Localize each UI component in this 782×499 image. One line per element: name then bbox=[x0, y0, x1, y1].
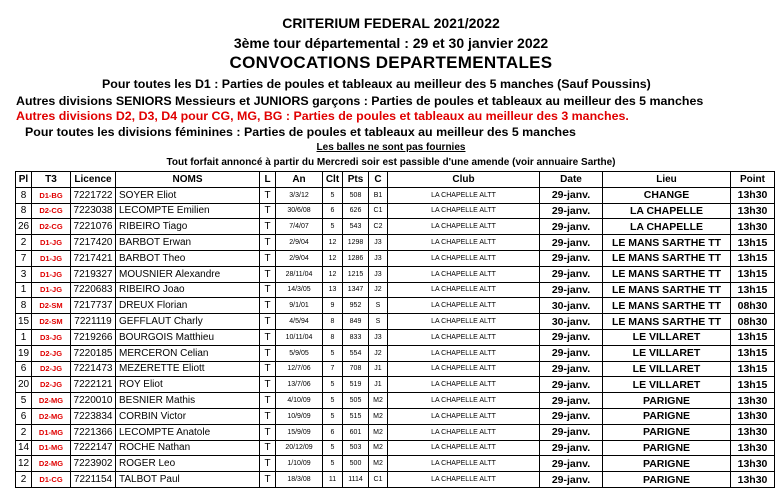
cell-point: 13h15 bbox=[731, 361, 775, 377]
cell-date: 29-janv. bbox=[540, 329, 603, 345]
cell-club: LA CHAPELLE ALTT bbox=[388, 472, 540, 488]
cell-pts: 1347 bbox=[343, 282, 369, 298]
cell-date: 29-janv. bbox=[540, 235, 603, 251]
cell-c: S bbox=[369, 298, 388, 314]
cell-date: 30-janv. bbox=[540, 314, 603, 330]
cell-club: LA CHAPELLE ALTT bbox=[388, 235, 540, 251]
cell-pts: 626 bbox=[343, 203, 369, 219]
cell-l: T bbox=[260, 377, 276, 393]
cell-c: M2 bbox=[369, 440, 388, 456]
cell-pts: 708 bbox=[343, 361, 369, 377]
cell-pts: 503 bbox=[343, 440, 369, 456]
cell-l: T bbox=[260, 219, 276, 235]
cell-pl: 6 bbox=[16, 408, 32, 424]
cell-clt: 7 bbox=[323, 361, 343, 377]
page-title: CRITERIUM FEDERAL 2021/2022 bbox=[282, 15, 500, 31]
cell-t3: D1-CG bbox=[32, 472, 71, 488]
cell-an: 7/4/07 bbox=[276, 219, 323, 235]
cell-t3: D1-JG bbox=[32, 250, 71, 266]
cell-pts: 508 bbox=[343, 187, 369, 203]
cell-point: 13h30 bbox=[731, 440, 775, 456]
table-row bbox=[16, 440, 775, 456]
cell-licence: 7217421 bbox=[71, 250, 116, 266]
rule-line-d2-d3-d4: Autres divisions D2, D3, D4 pour CG, MG, BG : Parties de poules et tableaux au meilleur des 3 manches. bbox=[16, 109, 629, 123]
cell-point: 13h30 bbox=[731, 187, 775, 203]
col-header-clt: Clt bbox=[323, 172, 343, 188]
cell-pts: 500 bbox=[343, 456, 369, 472]
cell-pl: 6 bbox=[16, 361, 32, 377]
cell-c: J3 bbox=[369, 235, 388, 251]
cell-c: S bbox=[369, 314, 388, 330]
cell-licence: 7217420 bbox=[71, 235, 116, 251]
cell-c: J2 bbox=[369, 282, 388, 298]
col-header-t3: T3 bbox=[32, 172, 71, 188]
cell-c: J3 bbox=[369, 329, 388, 345]
rule-line-feminines: Pour toutes les divisions féminines : Parties de poules et tableaux au meilleur des 5 manches bbox=[25, 125, 576, 139]
table-row bbox=[16, 219, 775, 235]
cell-l: T bbox=[260, 250, 276, 266]
cell-lieu: LA CHAPELLE bbox=[603, 203, 731, 219]
cell-lieu: PARIGNE bbox=[603, 440, 731, 456]
cell-pts: 833 bbox=[343, 329, 369, 345]
table-row bbox=[16, 472, 775, 488]
table-row bbox=[16, 408, 775, 424]
cell-point: 13h30 bbox=[731, 203, 775, 219]
forfeit-note: Tout forfait annoncé à partir du Mercredi soir est passible d'une amende (voir annuaire Sarthe) bbox=[166, 157, 616, 168]
cell-clt: 12 bbox=[323, 250, 343, 266]
cell-licence: 7221076 bbox=[71, 219, 116, 235]
cell-date: 29-janv. bbox=[540, 203, 603, 219]
cell-l: T bbox=[260, 424, 276, 440]
table-row bbox=[16, 203, 775, 219]
cell-club: LA CHAPELLE ALTT bbox=[388, 393, 540, 409]
cell-t3: D2-JG bbox=[32, 345, 71, 361]
cell-nom: ROY Eliot bbox=[116, 377, 260, 393]
cell-club: LA CHAPELLE ALTT bbox=[388, 266, 540, 282]
cell-c: M2 bbox=[369, 393, 388, 409]
cell-club: LA CHAPELLE ALTT bbox=[388, 298, 540, 314]
col-header-pts: Pts bbox=[343, 172, 369, 188]
cell-clt: 6 bbox=[323, 424, 343, 440]
cell-l: T bbox=[260, 235, 276, 251]
cell-licence: 7221473 bbox=[71, 361, 116, 377]
cell-an: 4/10/09 bbox=[276, 393, 323, 409]
cell-licence: 7220683 bbox=[71, 282, 116, 298]
cell-pts: 849 bbox=[343, 314, 369, 330]
cell-pts: 554 bbox=[343, 345, 369, 361]
cell-pts: 515 bbox=[343, 408, 369, 424]
table-row bbox=[16, 187, 775, 203]
cell-pts: 1215 bbox=[343, 266, 369, 282]
cell-an: 30/6/08 bbox=[276, 203, 323, 219]
cell-an: 1/10/09 bbox=[276, 456, 323, 472]
cell-date: 29-janv. bbox=[540, 472, 603, 488]
cell-lieu: LE MANS SARTHE TT bbox=[603, 314, 731, 330]
cell-lieu: LE VILLARET bbox=[603, 345, 731, 361]
cell-c: C1 bbox=[369, 472, 388, 488]
cell-an: 20/12/09 bbox=[276, 440, 323, 456]
cell-lieu: PARIGNE bbox=[603, 424, 731, 440]
cell-licence: 7219327 bbox=[71, 266, 116, 282]
cell-pl: 3 bbox=[16, 266, 32, 282]
cell-pl: 8 bbox=[16, 187, 32, 203]
cell-licence: 7220185 bbox=[71, 345, 116, 361]
cell-licence: 7221722 bbox=[71, 187, 116, 203]
cell-point: 13h15 bbox=[731, 235, 775, 251]
cell-pl: 1 bbox=[16, 282, 32, 298]
cell-an: 10/9/09 bbox=[276, 408, 323, 424]
cell-nom: SOYER Eliot bbox=[116, 187, 260, 203]
cell-licence: 7221366 bbox=[71, 424, 116, 440]
cell-lieu: PARIGNE bbox=[603, 456, 731, 472]
table-row bbox=[16, 377, 775, 393]
cell-pl: 7 bbox=[16, 250, 32, 266]
cell-pl: 5 bbox=[16, 393, 32, 409]
cell-t3: D1-MG bbox=[32, 424, 71, 440]
cell-l: T bbox=[260, 203, 276, 219]
cell-clt: 9 bbox=[323, 298, 343, 314]
cell-lieu: CHANGE bbox=[603, 187, 731, 203]
cell-nom: ROGER Leo bbox=[116, 456, 260, 472]
cell-pl: 8 bbox=[16, 203, 32, 219]
col-header-l: L bbox=[260, 172, 276, 188]
cell-an: 18/3/08 bbox=[276, 472, 323, 488]
col-header-noms: NOMS bbox=[116, 172, 260, 188]
table-row bbox=[16, 250, 775, 266]
rule-line-d1: Pour toutes les D1 : Parties de poules et tableaux au meilleur des 5 manches (Sauf Poussins) bbox=[102, 77, 651, 91]
cell-clt: 5 bbox=[323, 393, 343, 409]
table-row bbox=[16, 314, 775, 330]
cell-club: LA CHAPELLE ALTT bbox=[388, 250, 540, 266]
cell-licence: 7222121 bbox=[71, 377, 116, 393]
cell-licence: 7223038 bbox=[71, 203, 116, 219]
cell-date: 29-janv. bbox=[540, 440, 603, 456]
cell-point: 13h30 bbox=[731, 219, 775, 235]
cell-clt: 5 bbox=[323, 440, 343, 456]
cell-licence: 7219266 bbox=[71, 329, 116, 345]
cell-pl: 12 bbox=[16, 456, 32, 472]
cell-t3: D2-MG bbox=[32, 456, 71, 472]
cell-l: T bbox=[260, 440, 276, 456]
cell-nom: MERCERON Celian bbox=[116, 345, 260, 361]
cell-nom: RIBEIRO Joao bbox=[116, 282, 260, 298]
cell-t3: D2-MG bbox=[32, 408, 71, 424]
cell-date: 29-janv. bbox=[540, 266, 603, 282]
cell-l: T bbox=[260, 314, 276, 330]
cell-t3: D3-JG bbox=[32, 329, 71, 345]
cell-licence: 7223902 bbox=[71, 456, 116, 472]
cell-l: T bbox=[260, 266, 276, 282]
cell-pts: 1114 bbox=[343, 472, 369, 488]
cell-clt: 11 bbox=[323, 472, 343, 488]
table-row bbox=[16, 361, 775, 377]
cell-point: 13h15 bbox=[731, 250, 775, 266]
table-row bbox=[16, 393, 775, 409]
col-header-lieu: Lieu bbox=[603, 172, 731, 188]
cell-club: LA CHAPELLE ALTT bbox=[388, 345, 540, 361]
cell-c: J3 bbox=[369, 266, 388, 282]
cell-lieu: LE VILLARET bbox=[603, 361, 731, 377]
cell-l: T bbox=[260, 456, 276, 472]
round-subtitle: 3ème tour départemental : 29 et 30 janvier 2022 bbox=[233, 35, 549, 51]
cell-t3: D1-JG bbox=[32, 266, 71, 282]
cell-an: 9/1/01 bbox=[276, 298, 323, 314]
col-header-licence: Licence bbox=[71, 172, 116, 188]
cell-t3: D2-SM bbox=[32, 314, 71, 330]
cell-nom: ROCHE Nathan bbox=[116, 440, 260, 456]
cell-nom: BARBOT Theo bbox=[116, 250, 260, 266]
cell-club: LA CHAPELLE ALTT bbox=[388, 203, 540, 219]
cell-pts: 601 bbox=[343, 424, 369, 440]
cell-lieu: LE VILLARET bbox=[603, 329, 731, 345]
cell-lieu: PARIGNE bbox=[603, 393, 731, 409]
cell-an: 3/3/12 bbox=[276, 187, 323, 203]
convocations-table bbox=[15, 171, 775, 488]
cell-nom: MEZERETTE Eliott bbox=[116, 361, 260, 377]
table-row bbox=[16, 298, 775, 314]
cell-pts: 1286 bbox=[343, 250, 369, 266]
cell-c: C2 bbox=[369, 219, 388, 235]
cell-an: 4/5/94 bbox=[276, 314, 323, 330]
table-row bbox=[16, 456, 775, 472]
cell-club: LA CHAPELLE ALTT bbox=[388, 314, 540, 330]
cell-c: B1 bbox=[369, 187, 388, 203]
cell-club: LA CHAPELLE ALTT bbox=[388, 329, 540, 345]
cell-pts: 952 bbox=[343, 298, 369, 314]
cell-c: J1 bbox=[369, 361, 388, 377]
cell-clt: 8 bbox=[323, 314, 343, 330]
cell-pts: 1298 bbox=[343, 235, 369, 251]
cell-t3: D1-JG bbox=[32, 235, 71, 251]
cell-clt: 12 bbox=[323, 266, 343, 282]
cell-nom: BARBOT Erwan bbox=[116, 235, 260, 251]
cell-club: LA CHAPELLE ALTT bbox=[388, 219, 540, 235]
rule-line-seniors: Autres divisions SENIORS Messieurs et JUNIORS garçons : Parties de poules et tableaux au meilleur des 5 manches bbox=[16, 94, 704, 108]
col-header-point: Point bbox=[731, 172, 775, 188]
cell-pl: 2 bbox=[16, 472, 32, 488]
cell-club: LA CHAPELLE ALTT bbox=[388, 424, 540, 440]
cell-club: LA CHAPELLE ALTT bbox=[388, 361, 540, 377]
cell-l: T bbox=[260, 187, 276, 203]
cell-licence: 7223834 bbox=[71, 408, 116, 424]
table-row bbox=[16, 329, 775, 345]
cell-date: 29-janv. bbox=[540, 250, 603, 266]
cell-lieu: PARIGNE bbox=[603, 408, 731, 424]
cell-licence: 7217737 bbox=[71, 298, 116, 314]
cell-nom: BESNIER Mathis bbox=[116, 393, 260, 409]
cell-point: 13h15 bbox=[731, 377, 775, 393]
cell-t3: D1-MG bbox=[32, 440, 71, 456]
cell-nom: MOUSNIER Alexandre bbox=[116, 266, 260, 282]
cell-lieu: LE VILLARET bbox=[603, 377, 731, 393]
table-row bbox=[16, 282, 775, 298]
cell-clt: 5 bbox=[323, 456, 343, 472]
cell-date: 29-janv. bbox=[540, 393, 603, 409]
cell-date: 29-janv. bbox=[540, 456, 603, 472]
col-header-an: An bbox=[276, 172, 323, 188]
cell-clt: 5 bbox=[323, 377, 343, 393]
cell-pl: 19 bbox=[16, 345, 32, 361]
cell-date: 29-janv. bbox=[540, 377, 603, 393]
cell-nom: LECOMPTE Emilien bbox=[116, 203, 260, 219]
cell-clt: 8 bbox=[323, 329, 343, 345]
convocations-heading: CONVOCATIONS DEPARTEMENTALES bbox=[229, 53, 553, 72]
cell-l: T bbox=[260, 282, 276, 298]
cell-club: LA CHAPELLE ALTT bbox=[388, 377, 540, 393]
cell-point: 13h30 bbox=[731, 408, 775, 424]
cell-licence: 7221154 bbox=[71, 472, 116, 488]
cell-pl: 2 bbox=[16, 424, 32, 440]
cell-c: J3 bbox=[369, 250, 388, 266]
cell-an: 15/9/09 bbox=[276, 424, 323, 440]
cell-pl: 8 bbox=[16, 298, 32, 314]
cell-c: M2 bbox=[369, 456, 388, 472]
cell-nom: BOURGOIS Matthieu bbox=[116, 329, 260, 345]
cell-pl: 14 bbox=[16, 440, 32, 456]
cell-point: 13h30 bbox=[731, 393, 775, 409]
cell-point: 13h30 bbox=[731, 424, 775, 440]
cell-pl: 15 bbox=[16, 314, 32, 330]
cell-c: J2 bbox=[369, 345, 388, 361]
cell-point: 13h30 bbox=[731, 456, 775, 472]
cell-c: M2 bbox=[369, 408, 388, 424]
cell-an: 2/9/04 bbox=[276, 250, 323, 266]
cell-l: T bbox=[260, 345, 276, 361]
cell-l: T bbox=[260, 361, 276, 377]
cell-an: 28/11/04 bbox=[276, 266, 323, 282]
table-row bbox=[16, 345, 775, 361]
table-row bbox=[16, 424, 775, 440]
cell-date: 29-janv. bbox=[540, 282, 603, 298]
cell-t3: D2-JG bbox=[32, 361, 71, 377]
cell-point: 08h30 bbox=[731, 298, 775, 314]
cell-t3: D2-JG bbox=[32, 377, 71, 393]
cell-date: 29-janv. bbox=[540, 361, 603, 377]
cell-lieu: PARIGNE bbox=[603, 472, 731, 488]
table-row bbox=[16, 266, 775, 282]
cell-date: 29-janv. bbox=[540, 424, 603, 440]
cell-nom: DREUX Florian bbox=[116, 298, 260, 314]
cell-licence: 7222147 bbox=[71, 440, 116, 456]
cell-club: LA CHAPELLE ALTT bbox=[388, 187, 540, 203]
cell-an: 13/7/06 bbox=[276, 377, 323, 393]
cell-t3: D2-CG bbox=[32, 219, 71, 235]
cell-point: 08h30 bbox=[731, 314, 775, 330]
cell-date: 30-janv. bbox=[540, 298, 603, 314]
cell-lieu: LE MANS SARTHE TT bbox=[603, 235, 731, 251]
col-header-c: C bbox=[369, 172, 388, 188]
cell-lieu: LA CHAPELLE bbox=[603, 219, 731, 235]
cell-l: T bbox=[260, 472, 276, 488]
col-header-pl: Pl bbox=[16, 172, 32, 188]
cell-point: 13h15 bbox=[731, 329, 775, 345]
cell-an: 10/11/04 bbox=[276, 329, 323, 345]
cell-c: J1 bbox=[369, 377, 388, 393]
cell-club: LA CHAPELLE ALTT bbox=[388, 456, 540, 472]
col-header-date: Date bbox=[540, 172, 603, 188]
cell-t3: D2-CG bbox=[32, 203, 71, 219]
cell-l: T bbox=[260, 329, 276, 345]
cell-point: 13h15 bbox=[731, 345, 775, 361]
cell-date: 29-janv. bbox=[540, 219, 603, 235]
cell-date: 29-janv. bbox=[540, 408, 603, 424]
cell-lieu: LE MANS SARTHE TT bbox=[603, 266, 731, 282]
cell-pts: 519 bbox=[343, 377, 369, 393]
cell-t3: D2-SM bbox=[32, 298, 71, 314]
cell-club: LA CHAPELLE ALTT bbox=[388, 440, 540, 456]
cell-nom: LECOMPTE Anatole bbox=[116, 424, 260, 440]
cell-pts: 543 bbox=[343, 219, 369, 235]
table-header-row bbox=[16, 172, 775, 188]
cell-l: T bbox=[260, 298, 276, 314]
cell-clt: 13 bbox=[323, 282, 343, 298]
cell-t3: D1-JG bbox=[32, 282, 71, 298]
cell-an: 5/9/05 bbox=[276, 345, 323, 361]
cell-pl: 1 bbox=[16, 329, 32, 345]
cell-an: 2/9/04 bbox=[276, 235, 323, 251]
cell-clt: 12 bbox=[323, 235, 343, 251]
balls-note: Les balles ne sont pas fournies bbox=[316, 142, 466, 153]
cell-c: M2 bbox=[369, 424, 388, 440]
cell-date: 29-janv. bbox=[540, 345, 603, 361]
cell-licence: 7221119 bbox=[71, 314, 116, 330]
cell-nom: GEFFLAUT Charly bbox=[116, 314, 260, 330]
cell-nom: RIBEIRO Tiago bbox=[116, 219, 260, 235]
cell-l: T bbox=[260, 393, 276, 409]
cell-l: T bbox=[260, 408, 276, 424]
cell-pl: 26 bbox=[16, 219, 32, 235]
cell-lieu: LE MANS SARTHE TT bbox=[603, 298, 731, 314]
cell-an: 12/7/06 bbox=[276, 361, 323, 377]
cell-pl: 20 bbox=[16, 377, 32, 393]
cell-nom: TALBOT Paul bbox=[116, 472, 260, 488]
cell-club: LA CHAPELLE ALTT bbox=[388, 408, 540, 424]
cell-clt: 5 bbox=[323, 408, 343, 424]
cell-clt: 5 bbox=[323, 187, 343, 203]
cell-pts: 505 bbox=[343, 393, 369, 409]
cell-club: LA CHAPELLE ALTT bbox=[388, 282, 540, 298]
cell-date: 29-janv. bbox=[540, 187, 603, 203]
table-row bbox=[16, 235, 775, 251]
cell-clt: 5 bbox=[323, 219, 343, 235]
cell-point: 13h15 bbox=[731, 282, 775, 298]
cell-an: 14/3/05 bbox=[276, 282, 323, 298]
cell-lieu: LE MANS SARTHE TT bbox=[603, 250, 731, 266]
cell-c: C1 bbox=[369, 203, 388, 219]
cell-licence: 7220010 bbox=[71, 393, 116, 409]
cell-point: 13h30 bbox=[731, 472, 775, 488]
cell-lieu: LE MANS SARTHE TT bbox=[603, 282, 731, 298]
cell-t3: D1-BG bbox=[32, 187, 71, 203]
cell-clt: 5 bbox=[323, 345, 343, 361]
cell-t3: D2-MG bbox=[32, 393, 71, 409]
col-header-club: Club bbox=[388, 172, 540, 188]
cell-point: 13h15 bbox=[731, 266, 775, 282]
cell-clt: 6 bbox=[323, 203, 343, 219]
cell-nom: CORBIN Victor bbox=[116, 408, 260, 424]
cell-pl: 2 bbox=[16, 235, 32, 251]
